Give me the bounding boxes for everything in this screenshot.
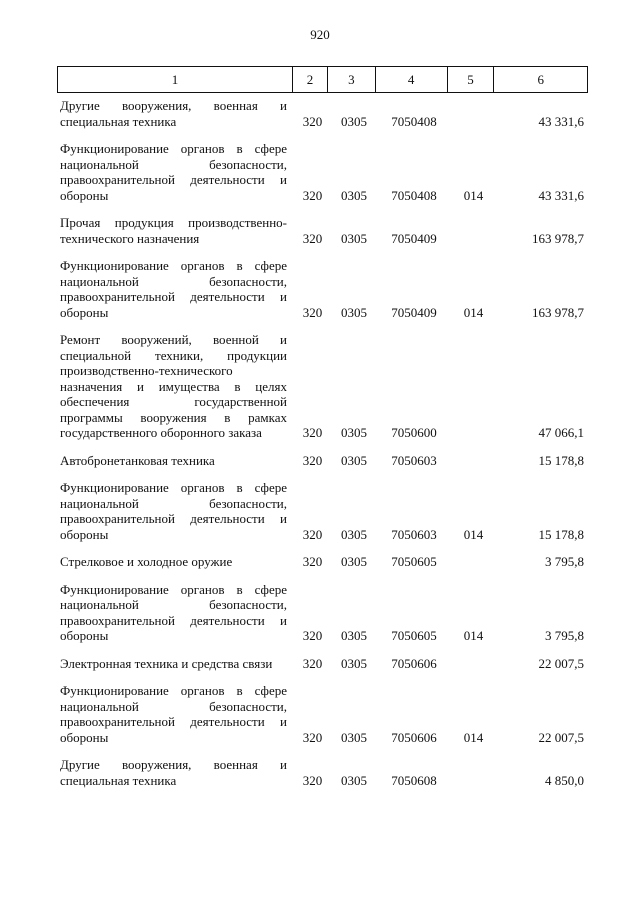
- row-name: Другие вооружения, военная и специальная техника: [60, 757, 287, 788]
- row-section: 320: [302, 729, 323, 745]
- row-expense-type: 014: [463, 526, 484, 542]
- row-section: 320: [302, 230, 323, 246]
- row-target-item: 7050605: [391, 554, 437, 569]
- table-row: [57, 480, 588, 542]
- page-number: 920: [310, 27, 330, 42]
- row-amount: 163 978,7: [532, 304, 584, 320]
- row-target-item: 7050600: [391, 425, 437, 440]
- row-target-item: 7050409: [391, 230, 437, 246]
- row-amount: 22 007,5: [538, 655, 584, 671]
- row-target-item: 7050603: [391, 526, 437, 542]
- row-section: 320: [302, 452, 323, 468]
- row-target-item: 7050606: [391, 729, 437, 745]
- table-row: [57, 141, 588, 203]
- table-header: [57, 66, 588, 93]
- row-section: 320: [302, 113, 323, 129]
- row-amount: 4 850,0: [545, 772, 584, 788]
- table-row: [57, 757, 588, 788]
- row-name: Стрелковое и холодное оружие: [60, 554, 233, 569]
- table-row: [57, 582, 588, 644]
- row-name: Другие вооружения, военная и специальная техника: [60, 98, 287, 129]
- table-body: [57, 98, 588, 800]
- table-row: [57, 98, 588, 129]
- row-subsection: 0305: [341, 772, 367, 788]
- header-col-6: 6: [537, 71, 544, 87]
- row-section: 320: [302, 425, 323, 440]
- row-subsection: 0305: [341, 187, 367, 203]
- row-target-item: 7050608: [391, 772, 437, 788]
- header-col-2: 2: [293, 67, 328, 92]
- row-amount: 47 066,1: [538, 425, 584, 440]
- row-name: Автобронетанковая техника: [60, 452, 215, 468]
- row-name: Электронная техника и средства связи: [60, 655, 273, 671]
- row-target-item: 7050606: [391, 655, 437, 671]
- row-amount: 22 007,5: [538, 729, 584, 745]
- row-section: 320: [302, 187, 323, 203]
- row-name: Функционирование органов в сфере национальной безопасности, правоохранительной деятельности и обороны: [60, 581, 287, 643]
- row-target-item: 7050409: [391, 304, 437, 320]
- table-row: [57, 453, 588, 469]
- row-subsection: 0305: [341, 628, 367, 643]
- table-row: [57, 258, 588, 320]
- row-name: Прочая продукция производственно-технического назначения: [60, 215, 287, 246]
- table-row: [57, 332, 588, 441]
- row-subsection: 0305: [341, 425, 367, 440]
- row-section: 320: [302, 655, 323, 671]
- row-target-item: 7050408: [391, 113, 437, 129]
- row-amount: 163 978,7: [532, 230, 584, 246]
- row-expense-type: 014: [463, 304, 484, 320]
- row-section: 320: [302, 772, 323, 788]
- row-name: Ремонт вооружений, военной и специальной техники, продукции производственно-технического назначения и имущества в целях обеспечения государственной программы вооружения в рамках государственного оборонного заказа: [60, 332, 287, 440]
- row-subsection: 0305: [341, 452, 367, 468]
- row-subsection: 0305: [341, 304, 367, 320]
- row-section: 320: [302, 628, 323, 643]
- table-row: [57, 683, 588, 745]
- row-subsection: 0305: [341, 655, 367, 671]
- header-col-3: 3: [328, 67, 376, 92]
- row-amount: 3 795,8: [545, 628, 584, 643]
- row-amount: 3 795,8: [545, 554, 584, 569]
- row-expense-type: 014: [463, 729, 484, 745]
- row-subsection: 0305: [341, 554, 367, 569]
- row-amount: 15 178,8: [538, 526, 584, 542]
- row-amount: 15 178,8: [538, 452, 584, 468]
- header-col-5: 5: [448, 67, 495, 92]
- row-expense-type: 014: [463, 187, 484, 203]
- row-amount: 43 331,6: [538, 113, 584, 129]
- row-subsection: 0305: [341, 729, 367, 745]
- row-name: Функционирование органов в сфере национальной безопасности, правоохранительной деятельности и обороны: [60, 258, 287, 320]
- row-amount: 43 331,6: [538, 187, 584, 203]
- row-target-item: 7050603: [391, 452, 437, 468]
- row-subsection: 0305: [341, 113, 367, 129]
- header-col-4: 4: [376, 67, 448, 92]
- row-subsection: 0305: [341, 230, 367, 246]
- table-row: [57, 215, 588, 246]
- row-section: 320: [302, 526, 323, 542]
- row-name: Функционирование органов в сфере национальной безопасности, правоохранительной деятельности и обороны: [60, 480, 287, 542]
- row-target-item: 7050605: [391, 628, 437, 643]
- row-expense-type: 014: [463, 628, 484, 643]
- table-row: [57, 656, 588, 672]
- row-subsection: 0305: [341, 526, 367, 542]
- row-section: 320: [302, 554, 323, 569]
- table-row: [57, 554, 588, 570]
- row-target-item: 7050408: [391, 187, 437, 203]
- row-name: Функционирование органов в сфере национальной безопасности, правоохранительной деятельности и обороны: [60, 141, 287, 203]
- row-name: Функционирование органов в сфере национальной безопасности, правоохранительной деятельности и обороны: [60, 683, 287, 745]
- row-section: 320: [302, 304, 323, 320]
- header-col-1: 1: [58, 67, 293, 92]
